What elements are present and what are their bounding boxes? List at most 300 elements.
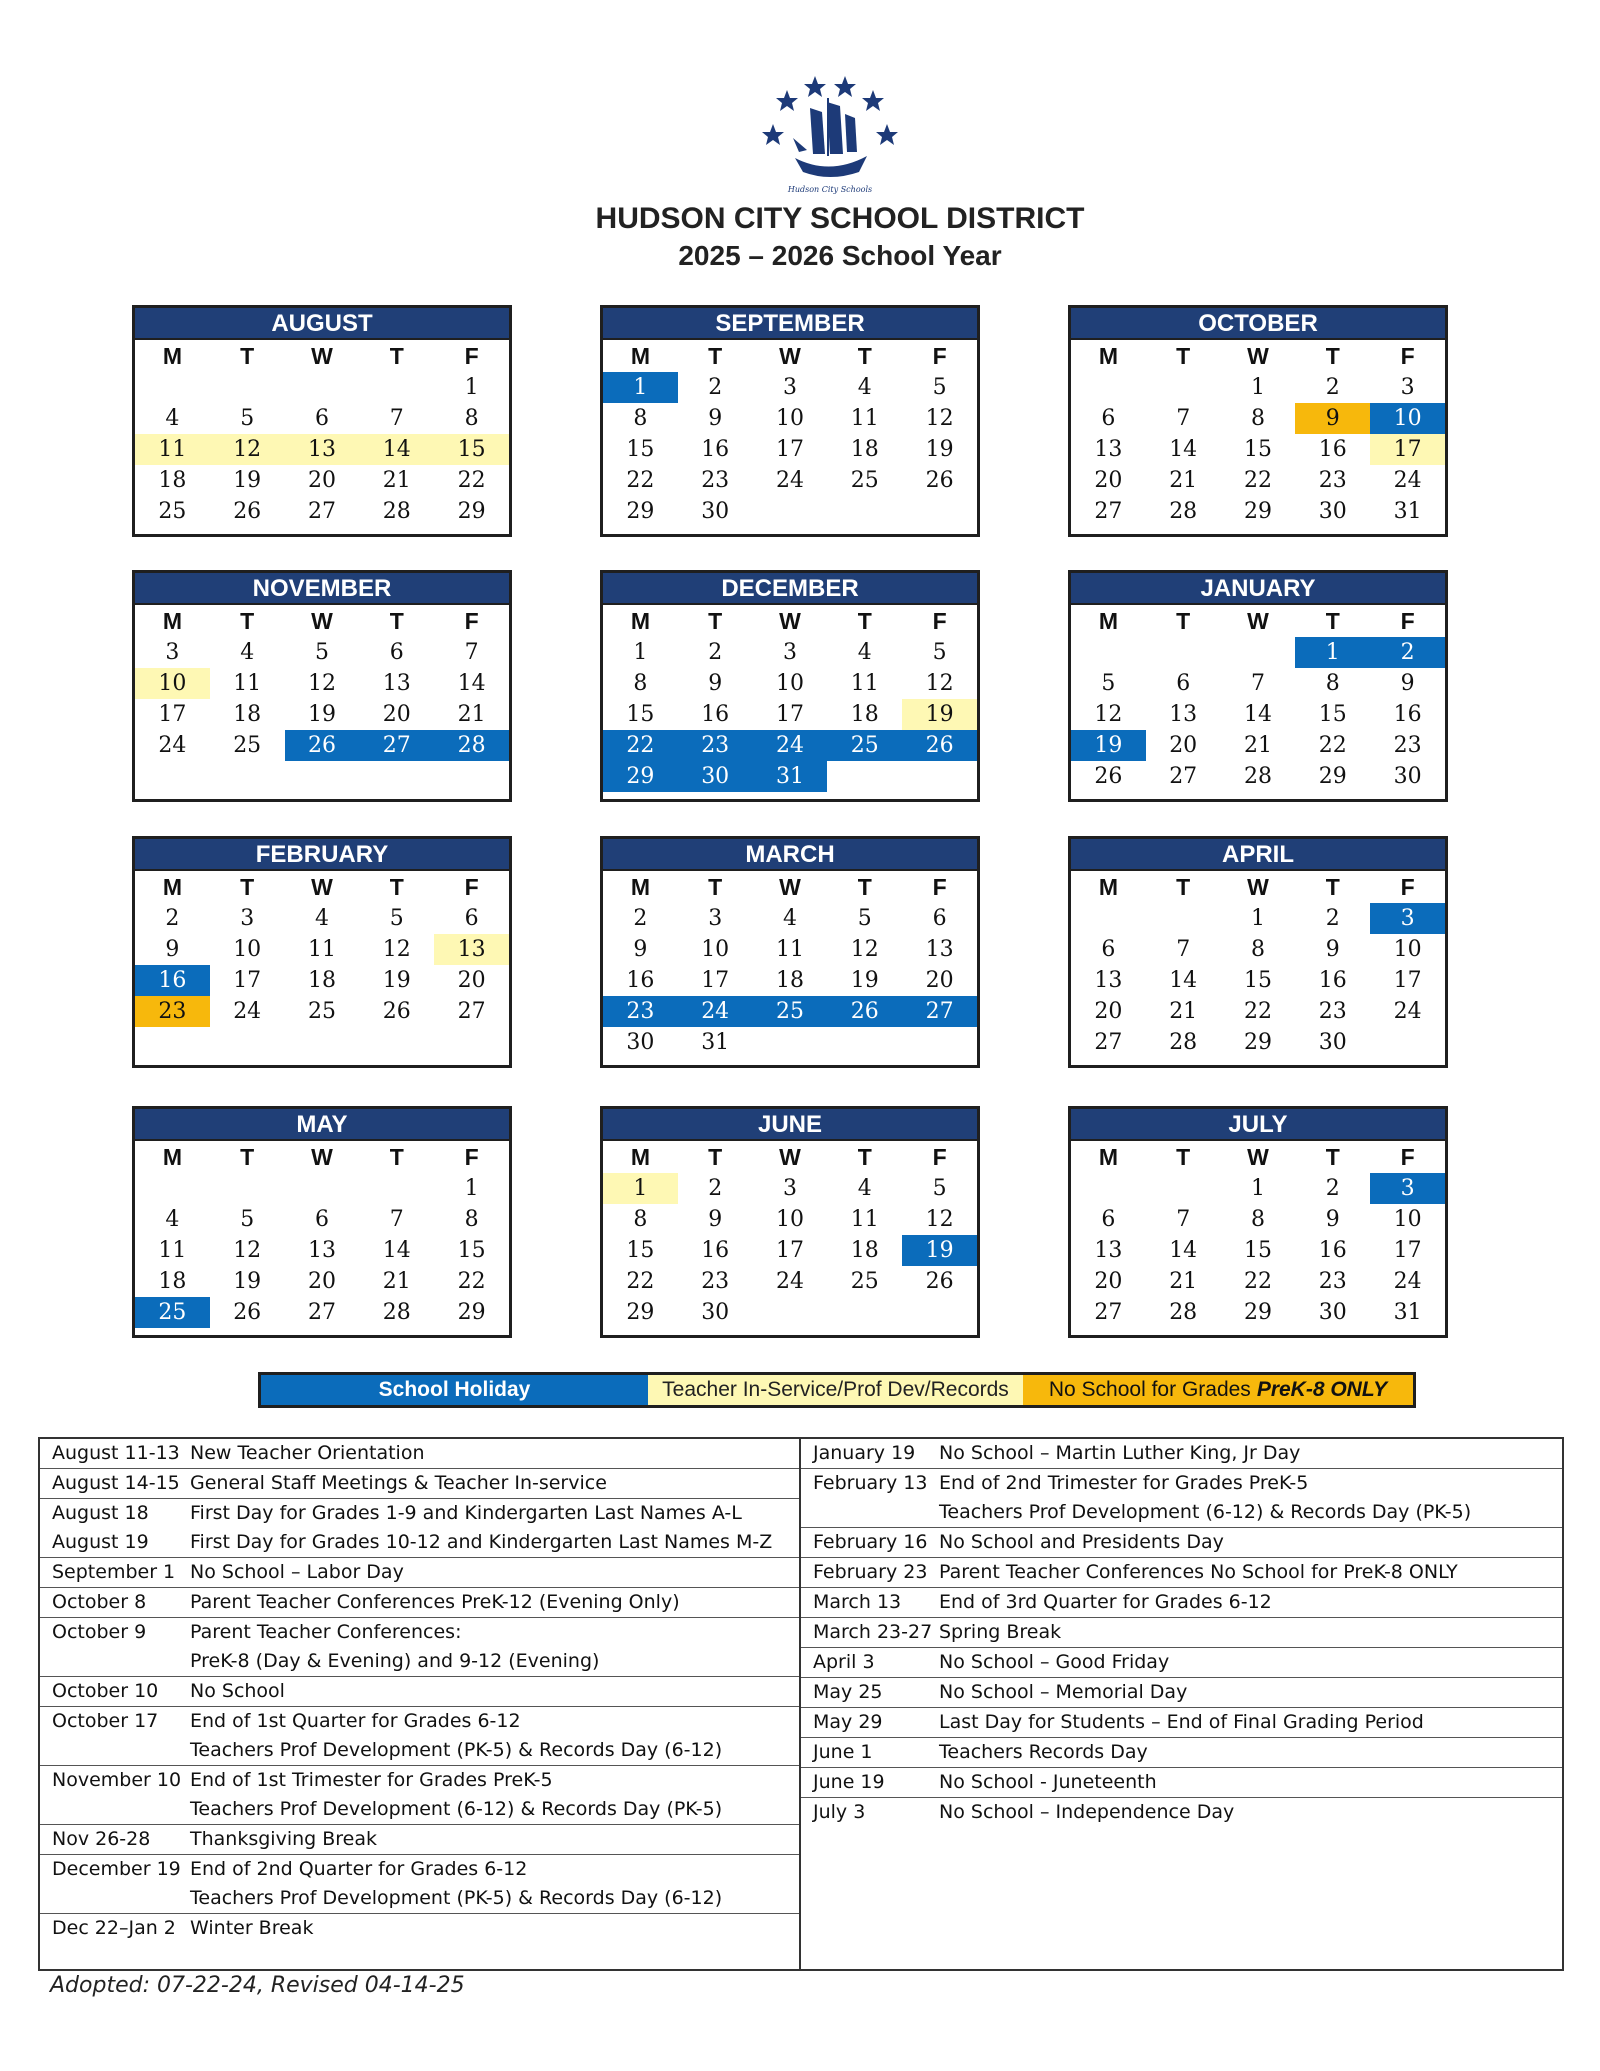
weekday-header-row: [603, 605, 977, 637]
weekday-label: T: [240, 874, 255, 900]
weekday-label: W: [311, 343, 333, 369]
day-cell: 17: [1393, 968, 1422, 993]
day-cell: 20: [307, 468, 336, 493]
event-text-line: General Staff Meetings & Teacher In-service: [190, 1472, 607, 1494]
weekday-label: M: [162, 874, 182, 900]
weekday-label: T: [708, 608, 723, 634]
event-date: [801, 1618, 939, 1647]
event-description: [190, 1469, 799, 1498]
day-cell: 28: [382, 1300, 411, 1325]
day-cell: 10: [775, 406, 804, 431]
day-cell: 15: [434, 434, 509, 465]
day-cell: 27: [359, 730, 434, 761]
event-text-line: Teachers Records Day: [939, 1741, 1148, 1763]
day-cell: 14: [457, 671, 486, 696]
day-cell: 17: [775, 437, 804, 462]
weekday-label: F: [1400, 874, 1415, 900]
day-cell: 16: [1393, 702, 1422, 727]
event-date-line: August 19: [52, 1531, 149, 1553]
event-date-line: June 19: [813, 1771, 885, 1793]
weekday-label: M: [630, 874, 650, 900]
day-cell: 2: [1325, 375, 1340, 400]
day-cell: 6: [1101, 1207, 1116, 1232]
day-cell: 26: [233, 499, 262, 524]
day-cell: 28: [382, 499, 411, 524]
day-grid: [135, 1173, 509, 1328]
day-cell: 30: [1318, 1300, 1347, 1325]
weekday-label: T: [389, 343, 404, 369]
day-cell: 29: [1243, 499, 1272, 524]
event-text-line: End of 1st Trimester for Grades PreK-5: [190, 1769, 553, 1791]
day-cell: 21: [1169, 999, 1198, 1024]
event-date: [801, 1708, 939, 1737]
month-calendar-october: [1068, 305, 1448, 537]
weekday-label: T: [708, 874, 723, 900]
event-row: [801, 1738, 1562, 1768]
day-cell: 7: [1176, 1207, 1191, 1232]
event-description: [939, 1528, 1562, 1557]
day-cell: 9: [1295, 403, 1370, 434]
event-date-line: June 1: [813, 1741, 873, 1763]
calendar-legend: [258, 1372, 1416, 1408]
event-text-line: Parent Teacher Conferences:: [190, 1621, 462, 1643]
day-cell: 1: [1250, 375, 1265, 400]
weekday-label: T: [1325, 874, 1340, 900]
day-cell: 4: [857, 1176, 872, 1201]
day-cell: 8: [1250, 1207, 1265, 1232]
event-text-line: Teachers Prof Development (PK-5) & Records Day (6-12): [190, 1887, 723, 1909]
day-cell: 1: [464, 1176, 479, 1201]
event-text-line: End of 2nd Trimester for Grades PreK-5: [939, 1472, 1309, 1494]
day-cell: 1: [603, 372, 678, 403]
event-date-line: October 9: [52, 1621, 147, 1643]
event-date-line: September 1: [52, 1561, 176, 1583]
day-cell: 15: [1243, 437, 1272, 462]
day-cell: 7: [1176, 406, 1191, 431]
day-cell: 29: [457, 499, 486, 524]
day-cell: 13: [1094, 437, 1123, 462]
weekday-label: T: [1325, 608, 1340, 634]
day-cell: 25: [753, 996, 828, 1027]
day-cell: 23: [678, 730, 753, 761]
month-name: NOVEMBER: [135, 573, 509, 605]
day-cell: 24: [1393, 1269, 1422, 1294]
month-name: JUNE: [603, 1109, 977, 1141]
day-cell: 18: [307, 968, 336, 993]
day-cell: 24: [753, 730, 828, 761]
event-row: [40, 1499, 799, 1558]
day-cell: 20: [307, 1269, 336, 1294]
empty-day-cell: [1071, 1173, 1146, 1204]
day-cell: 1: [633, 640, 648, 665]
day-cell: 19: [233, 468, 262, 493]
day-cell: 23: [701, 468, 730, 493]
event-text-line: New Teacher Orientation: [190, 1442, 425, 1464]
day-cell: 31: [1393, 499, 1422, 524]
weekday-header-row: [1071, 871, 1445, 903]
weekday-label: T: [1325, 1144, 1340, 1170]
event-row: [801, 1558, 1562, 1588]
day-cell: 8: [1250, 937, 1265, 962]
month-name: OCTOBER: [1071, 308, 1445, 340]
empty-day-cell: [1071, 903, 1146, 934]
event-description: [939, 1738, 1562, 1767]
day-cell: 25: [827, 730, 902, 761]
day-cell: 29: [603, 761, 678, 792]
day-cell: 2: [633, 906, 648, 931]
day-cell: 26: [233, 1300, 262, 1325]
day-cell: 12: [233, 1238, 262, 1263]
day-cell: 3: [1370, 903, 1445, 934]
weekday-label: F: [932, 608, 947, 634]
weekday-label: M: [630, 1144, 650, 1170]
day-cell: 13: [382, 671, 411, 696]
day-grid: [603, 372, 977, 527]
day-cell: 26: [827, 996, 902, 1027]
day-cell: 20: [1094, 468, 1123, 493]
day-cell: 20: [925, 968, 954, 993]
weekday-label: T: [857, 1144, 872, 1170]
event-text-line: No School – Memorial Day: [939, 1681, 1188, 1703]
day-cell: 8: [1325, 671, 1340, 696]
weekday-label: T: [1176, 1144, 1191, 1170]
month-name: AUGUST: [135, 308, 509, 340]
day-cell: 3: [708, 906, 723, 931]
empty-day-cell: [285, 372, 360, 403]
event-date: [40, 1558, 190, 1587]
weekday-header-row: [603, 340, 977, 372]
day-cell: 30: [1393, 764, 1422, 789]
weekday-label: W: [1247, 343, 1269, 369]
day-cell: 10: [233, 937, 262, 962]
day-cell: 9: [708, 1207, 723, 1232]
day-cell: 28: [1169, 499, 1198, 524]
weekday-label: F: [1400, 343, 1415, 369]
weekday-label: T: [389, 608, 404, 634]
event-date: [801, 1588, 939, 1617]
day-cell: 28: [434, 730, 509, 761]
event-row: [40, 1588, 799, 1618]
day-cell: 16: [626, 968, 655, 993]
event-description: [190, 1439, 799, 1468]
weekday-header-row: [603, 871, 977, 903]
day-cell: 25: [233, 733, 262, 758]
day-cell: 27: [902, 996, 977, 1027]
day-cell: 5: [932, 375, 947, 400]
month-calendar-february: [132, 836, 512, 1068]
day-cell: 7: [464, 640, 479, 665]
day-cell: 16: [1318, 1238, 1347, 1263]
day-cell: 4: [857, 375, 872, 400]
day-cell: 10: [1393, 1207, 1422, 1232]
day-cell: 27: [1094, 1300, 1123, 1325]
day-cell: 29: [626, 1300, 655, 1325]
event-text-line: Parent Teacher Conferences No School for PreK-8 ONLY: [939, 1561, 1458, 1583]
day-cell: 16: [701, 702, 730, 727]
month-calendar-november: [132, 570, 512, 802]
day-cell: 28: [1169, 1300, 1198, 1325]
event-date: [801, 1528, 939, 1557]
day-cell: 16: [1318, 968, 1347, 993]
day-cell: 5: [932, 640, 947, 665]
day-cell: 2: [165, 906, 180, 931]
day-cell: 18: [158, 468, 187, 493]
day-cell: 19: [233, 1269, 262, 1294]
event-row: [801, 1439, 1562, 1469]
event-description: [190, 1588, 799, 1617]
event-row: [40, 1914, 799, 1943]
day-cell: 19: [1071, 730, 1146, 761]
day-cell: 20: [382, 702, 411, 727]
day-cell: 6: [1101, 406, 1116, 431]
logo-caption: Hudson City Schools: [787, 185, 873, 194]
day-cell: 10: [775, 1207, 804, 1232]
day-cell: 12: [382, 937, 411, 962]
event-row: [40, 1766, 799, 1825]
event-date-line: March 13: [813, 1591, 902, 1613]
day-cell: 8: [633, 406, 648, 431]
month-name: JULY: [1071, 1109, 1445, 1141]
event-text-line: PreK-8 (Day & Evening) and 9-12 (Evening): [190, 1650, 600, 1672]
day-cell: 4: [165, 406, 180, 431]
day-cell: 21: [382, 468, 411, 493]
day-cell: 20: [1094, 999, 1123, 1024]
day-cell: 8: [633, 1207, 648, 1232]
event-text-line: First Day for Grades 1-9 and Kindergarten Last Names A-L: [190, 1502, 742, 1524]
day-cell: 27: [307, 1300, 336, 1325]
empty-day-cell: [1071, 637, 1146, 668]
event-row: [40, 1558, 799, 1588]
day-cell: 1: [1295, 637, 1370, 668]
day-cell: 12: [925, 671, 954, 696]
day-cell: 12: [307, 671, 336, 696]
day-cell: 27: [1169, 764, 1198, 789]
empty-day-cell: [1146, 637, 1221, 668]
event-date-line: February 16: [813, 1531, 928, 1553]
day-cell: 5: [314, 640, 329, 665]
event-date: [801, 1738, 939, 1767]
day-cell: 6: [1101, 937, 1116, 962]
weekday-label: T: [1176, 874, 1191, 900]
day-cell: 21: [1243, 733, 1272, 758]
weekday-label: F: [1400, 1144, 1415, 1170]
day-cell: 4: [165, 1207, 180, 1232]
day-cell: 1: [464, 375, 479, 400]
event-date: [40, 1914, 190, 1943]
event-row: [40, 1707, 799, 1766]
day-cell: 30: [1318, 1030, 1347, 1055]
event-description: [939, 1469, 1562, 1527]
weekday-label: T: [857, 343, 872, 369]
weekday-label: T: [240, 343, 255, 369]
event-date: [801, 1678, 939, 1707]
event-row: [801, 1618, 1562, 1648]
day-cell: 11: [307, 937, 336, 962]
day-cell: 22: [457, 468, 486, 493]
month-calendar-august: [132, 305, 512, 537]
event-date: [40, 1499, 190, 1557]
event-text-line: No School – Good Friday: [939, 1651, 1170, 1673]
day-cell: 12: [850, 937, 879, 962]
event-description: [939, 1798, 1562, 1827]
day-cell: 28: [1169, 1030, 1198, 1055]
empty-day-cell: [359, 372, 434, 403]
weekday-label: F: [464, 343, 479, 369]
event-date-line: March 23-27: [813, 1621, 933, 1643]
day-cell: 29: [1318, 764, 1347, 789]
day-cell: 16: [135, 965, 210, 996]
day-cell: 17: [233, 968, 262, 993]
event-date-line: August 18: [52, 1502, 149, 1524]
weekday-label: F: [932, 343, 947, 369]
day-cell: 7: [1176, 937, 1191, 962]
day-cell: 25: [135, 1297, 210, 1328]
day-cell: 13: [925, 937, 954, 962]
event-description: [190, 1855, 799, 1913]
event-text-line: No School – Labor Day: [190, 1561, 404, 1583]
day-grid: [135, 372, 509, 527]
day-cell: 6: [464, 906, 479, 931]
day-grid: [603, 903, 977, 1058]
day-cell: 5: [1101, 671, 1116, 696]
weekday-label: M: [1098, 608, 1118, 634]
day-cell: 8: [633, 671, 648, 696]
day-cell: 20: [1094, 1269, 1123, 1294]
day-cell: 7: [1250, 671, 1265, 696]
day-cell: 10: [775, 671, 804, 696]
day-cell: 15: [626, 702, 655, 727]
event-text-line: No School: [190, 1680, 285, 1702]
day-cell: 3: [782, 640, 797, 665]
day-cell: 22: [1243, 468, 1272, 493]
day-cell: 8: [464, 1207, 479, 1232]
day-cell: 8: [464, 406, 479, 431]
day-cell: 10: [135, 668, 210, 699]
month-calendar-september: [600, 305, 980, 537]
weekday-header-row: [135, 605, 509, 637]
events-table: [38, 1437, 1564, 1971]
day-cell: 23: [1318, 1269, 1347, 1294]
weekday-label: M: [1098, 1144, 1118, 1170]
event-date-line: February 23: [813, 1561, 928, 1583]
empty-day-cell: [1146, 903, 1221, 934]
empty-day-cell: [1146, 1173, 1221, 1204]
event-date-line: February 13: [813, 1472, 928, 1494]
weekday-label: W: [311, 874, 333, 900]
day-cell: 14: [1169, 968, 1198, 993]
day-cell: 26: [925, 468, 954, 493]
weekday-label: W: [311, 608, 333, 634]
day-cell: 5: [389, 906, 404, 931]
event-description: [190, 1825, 799, 1854]
event-row: [801, 1469, 1562, 1528]
day-cell: 23: [1318, 468, 1347, 493]
event-text-line: Teachers Prof Development (6-12) & Records Day (PK-5): [190, 1798, 723, 1820]
legend-teacher-inservice: Teacher In-Service/Prof Dev/Records: [648, 1375, 1023, 1405]
day-cell: 21: [457, 702, 486, 727]
day-cell: 24: [233, 999, 262, 1024]
event-text-line: No School - Juneteenth: [939, 1771, 1157, 1793]
day-cell: 11: [233, 671, 262, 696]
day-cell: 18: [850, 1238, 879, 1263]
weekday-label: F: [464, 1144, 479, 1170]
day-cell: 3: [1400, 375, 1415, 400]
weekday-label: W: [779, 1144, 801, 1170]
month-name: FEBRUARY: [135, 839, 509, 871]
weekday-label: W: [779, 343, 801, 369]
day-cell: 22: [603, 730, 678, 761]
day-cell: 9: [708, 671, 723, 696]
weekday-label: T: [857, 608, 872, 634]
event-text-line: No School – Martin Luther King, Jr Day: [939, 1442, 1301, 1464]
day-cell: 2: [708, 640, 723, 665]
legend-no-school-prefix: No School for Grades: [1048, 1378, 1251, 1401]
event-date: [40, 1588, 190, 1617]
day-cell: 29: [626, 499, 655, 524]
day-cell: 26: [382, 999, 411, 1024]
event-date: [801, 1798, 939, 1827]
weekday-label: W: [1247, 1144, 1269, 1170]
event-date-line: Nov 26-28: [52, 1828, 151, 1850]
day-cell: 27: [1094, 499, 1123, 524]
day-cell: 10: [1393, 937, 1422, 962]
day-cell: 5: [240, 406, 255, 431]
month-calendar-january: [1068, 570, 1448, 802]
weekday-header-row: [603, 1141, 977, 1173]
day-cell: 27: [1094, 1030, 1123, 1055]
event-row: [40, 1855, 799, 1914]
event-description: [190, 1914, 799, 1943]
day-cell: 15: [1243, 968, 1272, 993]
day-cell: 16: [701, 437, 730, 462]
day-cell: 2: [708, 1176, 723, 1201]
weekday-label: M: [162, 343, 182, 369]
month-name: MAY: [135, 1109, 509, 1141]
day-cell: 23: [135, 996, 210, 1027]
day-cell: 13: [285, 434, 360, 465]
day-cell: 6: [932, 906, 947, 931]
day-cell: 4: [314, 906, 329, 931]
day-cell: 24: [1393, 999, 1422, 1024]
events-column-right: [801, 1439, 1562, 1969]
event-row: [801, 1588, 1562, 1618]
day-cell: 26: [285, 730, 360, 761]
day-cell: 22: [1318, 733, 1347, 758]
event-date: [40, 1439, 190, 1468]
day-cell: 24: [1393, 468, 1422, 493]
weekday-label: T: [240, 1144, 255, 1170]
weekday-label: W: [779, 608, 801, 634]
day-cell: 30: [701, 499, 730, 524]
legend-no-school-prek8: [1023, 1375, 1413, 1405]
day-cell: 6: [314, 406, 329, 431]
day-cell: 29: [457, 1300, 486, 1325]
event-date-line: October 17: [52, 1710, 159, 1732]
event-date-line: November 10: [52, 1769, 182, 1791]
day-cell: 23: [1318, 999, 1347, 1024]
day-cell: 14: [359, 434, 434, 465]
day-cell: 22: [457, 1269, 486, 1294]
event-description: [939, 1588, 1562, 1617]
empty-day-cell: [285, 1173, 360, 1204]
day-cell: 22: [626, 1269, 655, 1294]
weekday-label: W: [311, 1144, 333, 1170]
event-date: [40, 1469, 190, 1498]
day-cell: 18: [233, 702, 262, 727]
month-calendar-december: [600, 570, 980, 802]
day-cell: 28: [1243, 764, 1272, 789]
weekday-label: T: [708, 1144, 723, 1170]
